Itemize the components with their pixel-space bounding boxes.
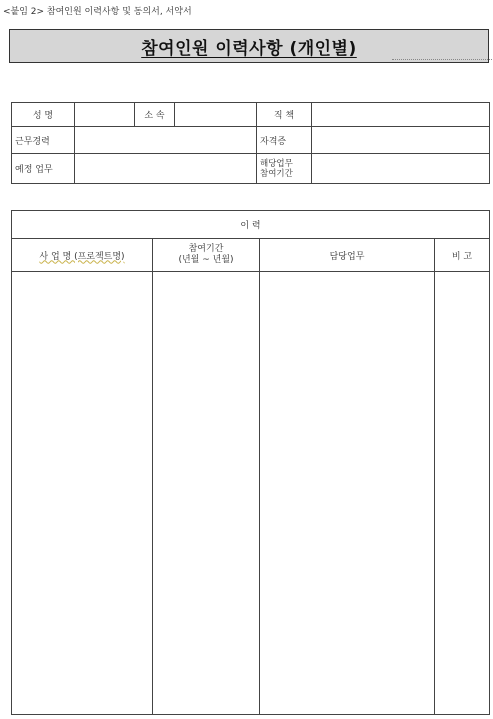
document-title-box bbox=[9, 29, 489, 63]
planned-work-label: 예정 업무 bbox=[12, 154, 75, 184]
project-name-cell[interactable] bbox=[12, 272, 153, 715]
personal-info-table bbox=[11, 102, 490, 184]
period-header-line1: 참여기간 bbox=[188, 244, 224, 254]
title-dotted-line bbox=[392, 59, 492, 60]
project-name-header-text: 사 업 명 (프로젝트명) bbox=[39, 251, 125, 262]
participation-period-label-line1: 해당업무 bbox=[260, 158, 293, 169]
career-history-table bbox=[11, 210, 490, 715]
period-cell[interactable] bbox=[153, 272, 260, 715]
career-label: 근무경력 bbox=[12, 127, 75, 154]
project-name-header bbox=[12, 239, 153, 272]
affiliation-label: 소 속 bbox=[135, 103, 175, 127]
position-label: 직 책 bbox=[257, 103, 312, 127]
participation-period-label bbox=[257, 154, 312, 184]
attachment-note: <붙임 2> 참여인원 이력사항 및 동의서, 서약서 bbox=[3, 7, 192, 17]
participation-period-label-line2: 참여기간 bbox=[260, 168, 293, 179]
duty-header: 담당업무 bbox=[260, 239, 435, 272]
note-cell[interactable] bbox=[435, 272, 490, 715]
document-title: 참여인원 이력사항 (개인별) bbox=[141, 38, 357, 59]
duty-cell[interactable] bbox=[260, 272, 435, 715]
certificate-label: 자격증 bbox=[257, 127, 312, 154]
participation-period-value[interactable] bbox=[312, 154, 490, 184]
affiliation-value[interactable] bbox=[175, 103, 257, 127]
name-value[interactable] bbox=[75, 103, 135, 127]
career-history-heading: 이 력 bbox=[12, 211, 490, 239]
planned-work-value[interactable] bbox=[75, 154, 257, 184]
certificate-value[interactable] bbox=[312, 127, 490, 154]
name-label: 성 명 bbox=[12, 103, 75, 127]
period-header bbox=[153, 239, 260, 272]
period-header-line2: (년월 ~ 년월) bbox=[178, 255, 234, 265]
career-value[interactable] bbox=[75, 127, 257, 154]
note-header: 비 고 bbox=[435, 239, 490, 272]
position-value[interactable] bbox=[312, 103, 490, 127]
